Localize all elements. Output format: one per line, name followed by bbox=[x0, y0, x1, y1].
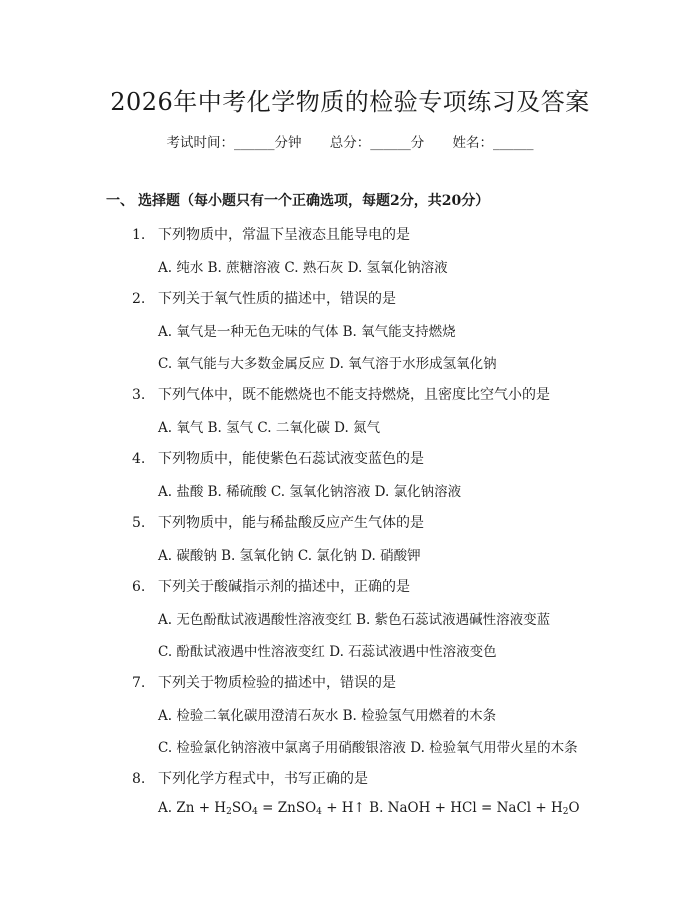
question-6: 6. 下列关于酸碱指示剂的描述中，正确的是 bbox=[132, 579, 410, 595]
question-stem: 下列关于物质检验的描述中，错误的是 bbox=[158, 675, 396, 691]
question-4: 4. 下列物质中，能使紫色石蕊试液变蓝色的是 bbox=[132, 451, 424, 467]
question-3: 3. 下列气体中，既不能燃烧也不能支持燃烧，且密度比空气小的是 bbox=[132, 387, 550, 403]
section-heading bbox=[106, 190, 489, 210]
question-3-options: A. 氧气 B. 氢气 C. 二氧化碳 D. 氮气 bbox=[158, 420, 381, 436]
question-stem: 下列气体中，既不能燃烧也不能支持燃烧，且密度比空气小的是 bbox=[158, 387, 550, 403]
section-number: 一、 bbox=[106, 193, 134, 209]
question-2-options-row-1: A. 氧气是一种无色无味的气体 B. 氧气能支持燃烧 bbox=[158, 324, 456, 340]
page-title: 2026年中考化学物质的检验专项练习及答案 bbox=[110, 88, 590, 116]
question-stem: 下列关于酸碱指示剂的描述中，正确的是 bbox=[158, 579, 410, 595]
exam-time-field: 考试时间：______分钟 bbox=[166, 135, 302, 151]
question-stem: 下列化学方程式中，书写正确的是 bbox=[158, 771, 368, 787]
question-8-options: A. $Zn + H_2SO_4$ = ZnSO$_4$ + H↑ B. NaOH + HCl = NaCl + $H_2O$ bbox=[158, 800, 580, 817]
exam-meta bbox=[0, 131, 700, 151]
question-7-options-row-2: C. 检验氯化钠溶液中氯离子用硝酸银溶液 D. 检验氧气用带火星的木条 bbox=[158, 740, 578, 756]
question-5: 5. 下列物质中，能与稀盐酸反应产生气体的是 bbox=[132, 515, 424, 531]
question-1: 1. 下列物质中，常温下呈液态且能导电的是 bbox=[132, 227, 410, 243]
question-6-options-row-2: C. 酚酞试液遇中性溶液变红 D. 石蕊试液遇中性溶液变色 bbox=[158, 644, 497, 660]
question-7-options-row-1: A. 检验二氧化碳用澄清石灰水 B. 检验氢气用燃着的木条 bbox=[158, 708, 497, 724]
question-2-options-row-2: C. 氧气能与大多数金属反应 D. 氧气溶于水形成氢氧化钠 bbox=[158, 356, 497, 372]
question-stem: 下列物质中，能使紫色石蕊试液变蓝色的是 bbox=[158, 451, 424, 467]
question-6-options-row-1: A. 无色酚酞试液遇酸性溶液变红 B. 紫色石蕊试液遇碱性溶液变蓝 bbox=[158, 612, 551, 628]
question-1-options: A. 纯水 B. 蔗糖溶液 C. 熟石灰 D. 氢氧化钠溶液 bbox=[158, 260, 448, 276]
question-stem: 下列关于氧气性质的描述中，错误的是 bbox=[158, 291, 396, 307]
question-stem: 下列物质中，能与稀盐酸反应产生气体的是 bbox=[158, 515, 424, 531]
question-7: 7. 下列关于物质检验的描述中，错误的是 bbox=[132, 675, 396, 691]
question-5-options: A. 碳酸钠 B. 氢氧化钠 C. 氯化钠 D. 硝酸钾 bbox=[158, 548, 421, 564]
total-score-field: 总分：______分 bbox=[329, 135, 425, 151]
question-2: 2. 下列关于氧气性质的描述中，错误的是 bbox=[132, 291, 396, 307]
section-title: 选择题（每小题只有一个正确选项，每题2分，共20分） bbox=[138, 193, 490, 209]
question-8: 8. 下列化学方程式中，书写正确的是 bbox=[132, 771, 368, 787]
question-4-options: A. 盐酸 B. 稀硫酸 C. 氢氧化钠溶液 D. 氯化钠溶液 bbox=[158, 484, 462, 500]
question-stem: 下列物质中，常温下呈液态且能导电的是 bbox=[158, 227, 410, 243]
student-name-field: 姓名：______ bbox=[452, 135, 534, 151]
